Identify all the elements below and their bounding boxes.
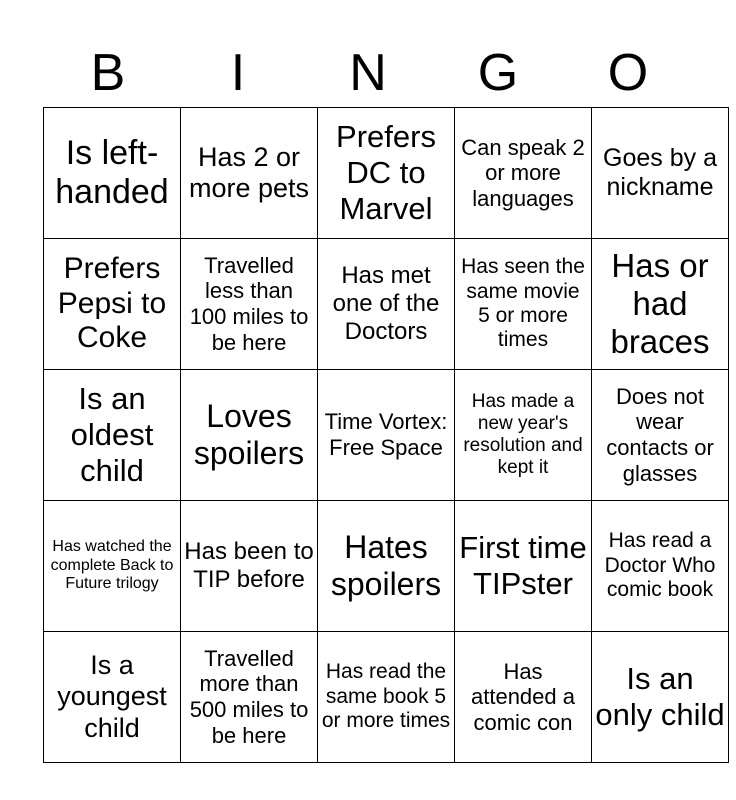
bingo-cell[interactable]: Is an only child (592, 632, 729, 763)
bingo-cell[interactable]: Can speak 2 or more languages (455, 108, 592, 239)
bingo-cell[interactable]: Is an oldest child (44, 370, 181, 501)
bingo-cell[interactable]: Goes by a nickname (592, 108, 729, 239)
grid-row (44, 501, 729, 632)
bingo-cell[interactable]: Prefers DC to Marvel (318, 108, 455, 239)
free-space-cell[interactable]: Time Vortex: Free Space (318, 370, 455, 501)
bingo-cell[interactable]: Has seen the same movie 5 or more times (455, 239, 592, 370)
bingo-header (43, 40, 693, 106)
bingo-cell[interactable]: Has read a Doctor Who comic book (592, 501, 729, 632)
header-letter-i: I (230, 44, 246, 102)
header-letter-b: B (90, 44, 126, 102)
bingo-cell[interactable]: Has or had braces (592, 239, 729, 370)
header-letter-n: N (349, 44, 387, 102)
bingo-cell[interactable]: Has met one of the Doctors (318, 239, 455, 370)
bingo-cell[interactable]: Hates spoilers (318, 501, 455, 632)
grid-row (44, 632, 729, 763)
grid-row (44, 239, 729, 370)
bingo-cell[interactable]: Prefers Pepsi to Coke (44, 239, 181, 370)
header-letter-o: O (607, 44, 649, 102)
bingo-cell[interactable]: Has watched the complete Back to Future trilogy (44, 501, 181, 632)
bingo-cell[interactable]: Travelled more than 500 miles to be here (181, 632, 318, 763)
bingo-cell[interactable]: Travelled less than 100 miles to be here (181, 239, 318, 370)
bingo-cell[interactable]: Has made a new year's resolution and kept it (455, 370, 592, 501)
bingo-cell[interactable]: First time TIPster (455, 501, 592, 632)
bingo-cell[interactable]: Is a youngest child (44, 632, 181, 763)
grid-row (44, 370, 729, 501)
grid-row (44, 108, 729, 239)
bingo-cell[interactable]: Has 2 or more pets (181, 108, 318, 239)
bingo-cell[interactable]: Has been to TIP before (181, 501, 318, 632)
bingo-cell[interactable]: Is left-handed (44, 108, 181, 239)
bingo-grid (43, 107, 729, 763)
bingo-cell[interactable]: Has attended a comic con (455, 632, 592, 763)
bingo-cell[interactable]: Does not wear contacts or glasses (592, 370, 729, 501)
header-letter-g: G (477, 44, 519, 102)
bingo-cell[interactable]: Has read the same book 5 or more times (318, 632, 455, 763)
bingo-cell[interactable]: Loves spoilers (181, 370, 318, 501)
